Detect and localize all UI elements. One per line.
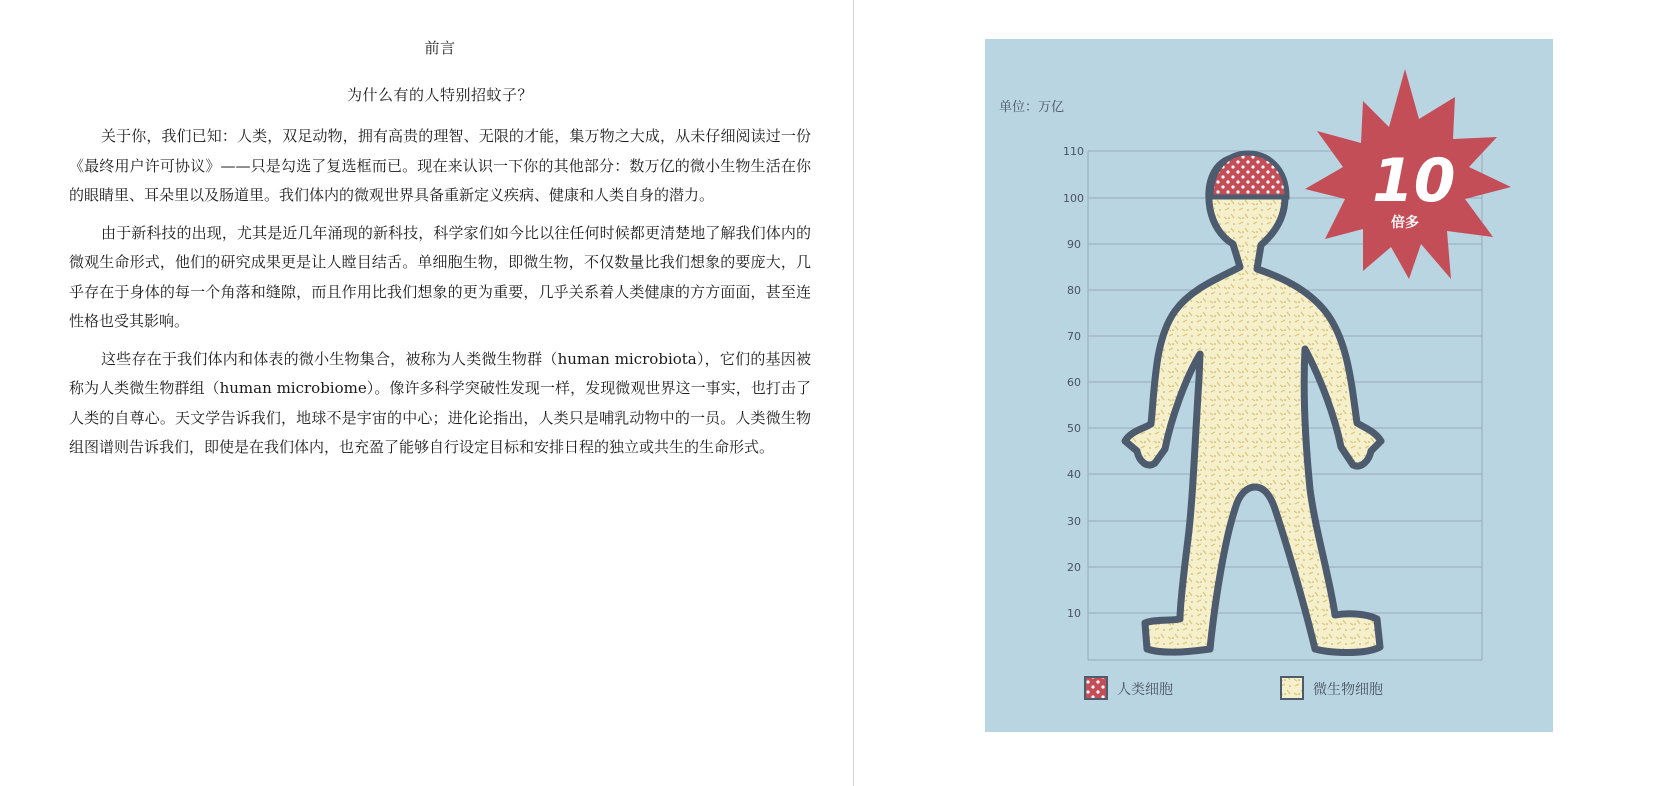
tick-label: 60: [1067, 376, 1081, 389]
tick-label: 100: [1063, 192, 1084, 205]
legend-microbe-swatch: [1281, 677, 1303, 699]
legend-human-swatch: [1085, 677, 1107, 699]
tick-label: 40: [1067, 468, 1081, 481]
tick-label: 70: [1067, 330, 1081, 343]
legend-microbe-label: 微生物细胞: [1313, 682, 1383, 698]
tick-label: 30: [1067, 515, 1081, 528]
right-page: [854, 0, 1679, 786]
tick-label: 10: [1067, 607, 1081, 620]
legend-human-label: 人类细胞: [1117, 682, 1173, 698]
unit-label: 单位：万亿: [999, 100, 1065, 115]
starburst-caption: 倍多: [1391, 215, 1419, 231]
tick-label: 20: [1067, 561, 1081, 574]
starburst-number: 10: [1372, 146, 1456, 216]
y-axis-ticks: [1063, 145, 1084, 620]
ratio-starburst: [1305, 69, 1511, 279]
tick-label: 110: [1063, 145, 1084, 158]
chapter-subtitle: 为什么有的人特别招蚊子？: [346, 86, 533, 104]
legend: [1085, 677, 1383, 699]
chapter-title: 前言: [424, 39, 456, 57]
paragraph: 这些存在于我们体内和体表的微小生物集合，被称为人类微生物群（human microbiota），它们的基因被称为人类微生物群组（human microbiome）。像许多科学突破性发现一样，发现微观世界这一事实，也打击了人类的自尊心。天文学告诉我们，地球不是宇宙的中心；进化论指出，人类只是哺乳动物中的一员。人类微生物组图谱则告诉我们，即使是在我们体内，也充盈了能够自行设定目标和安排日程的独立或共生的生命形式。: [69, 349, 811, 456]
tick-label: 80: [1067, 284, 1081, 297]
paragraph: 由于新科技的出现，尤其是近几年涌现的新科技，科学家们如今比以往任何时候都更清楚地了解我们体内的微观生命形式，他们的研究成果更是让人瞠目结舌。单细胞生物，即微生物，不仅数量比我们想象的要庞大，几乎存在于身体的每一个角落和缝隙，而且作用比我们想象的更为重要，几乎关系着人类健康的方方面面，甚至连性格也受其影响。: [69, 223, 811, 330]
tick-label: 50: [1067, 422, 1081, 435]
body-text: [69, 122, 811, 471]
tick-label: 90: [1067, 238, 1081, 251]
microbiome-illustration: [985, 39, 1553, 732]
paragraph: 关于你，我们已知：人类，双足动物，拥有高贵的理智、无限的才能，集万物之大成，从未仔细阅读过一份《最终用户许可协议》——只是勾选了复选框而已。现在来认识一下你的其他部分：数万亿的微小生物生活在你的眼睛里、耳朵里以及肠道里。我们体内的微观世界具备重新定义疾病、健康和人类自身的潜力。: [69, 127, 811, 204]
